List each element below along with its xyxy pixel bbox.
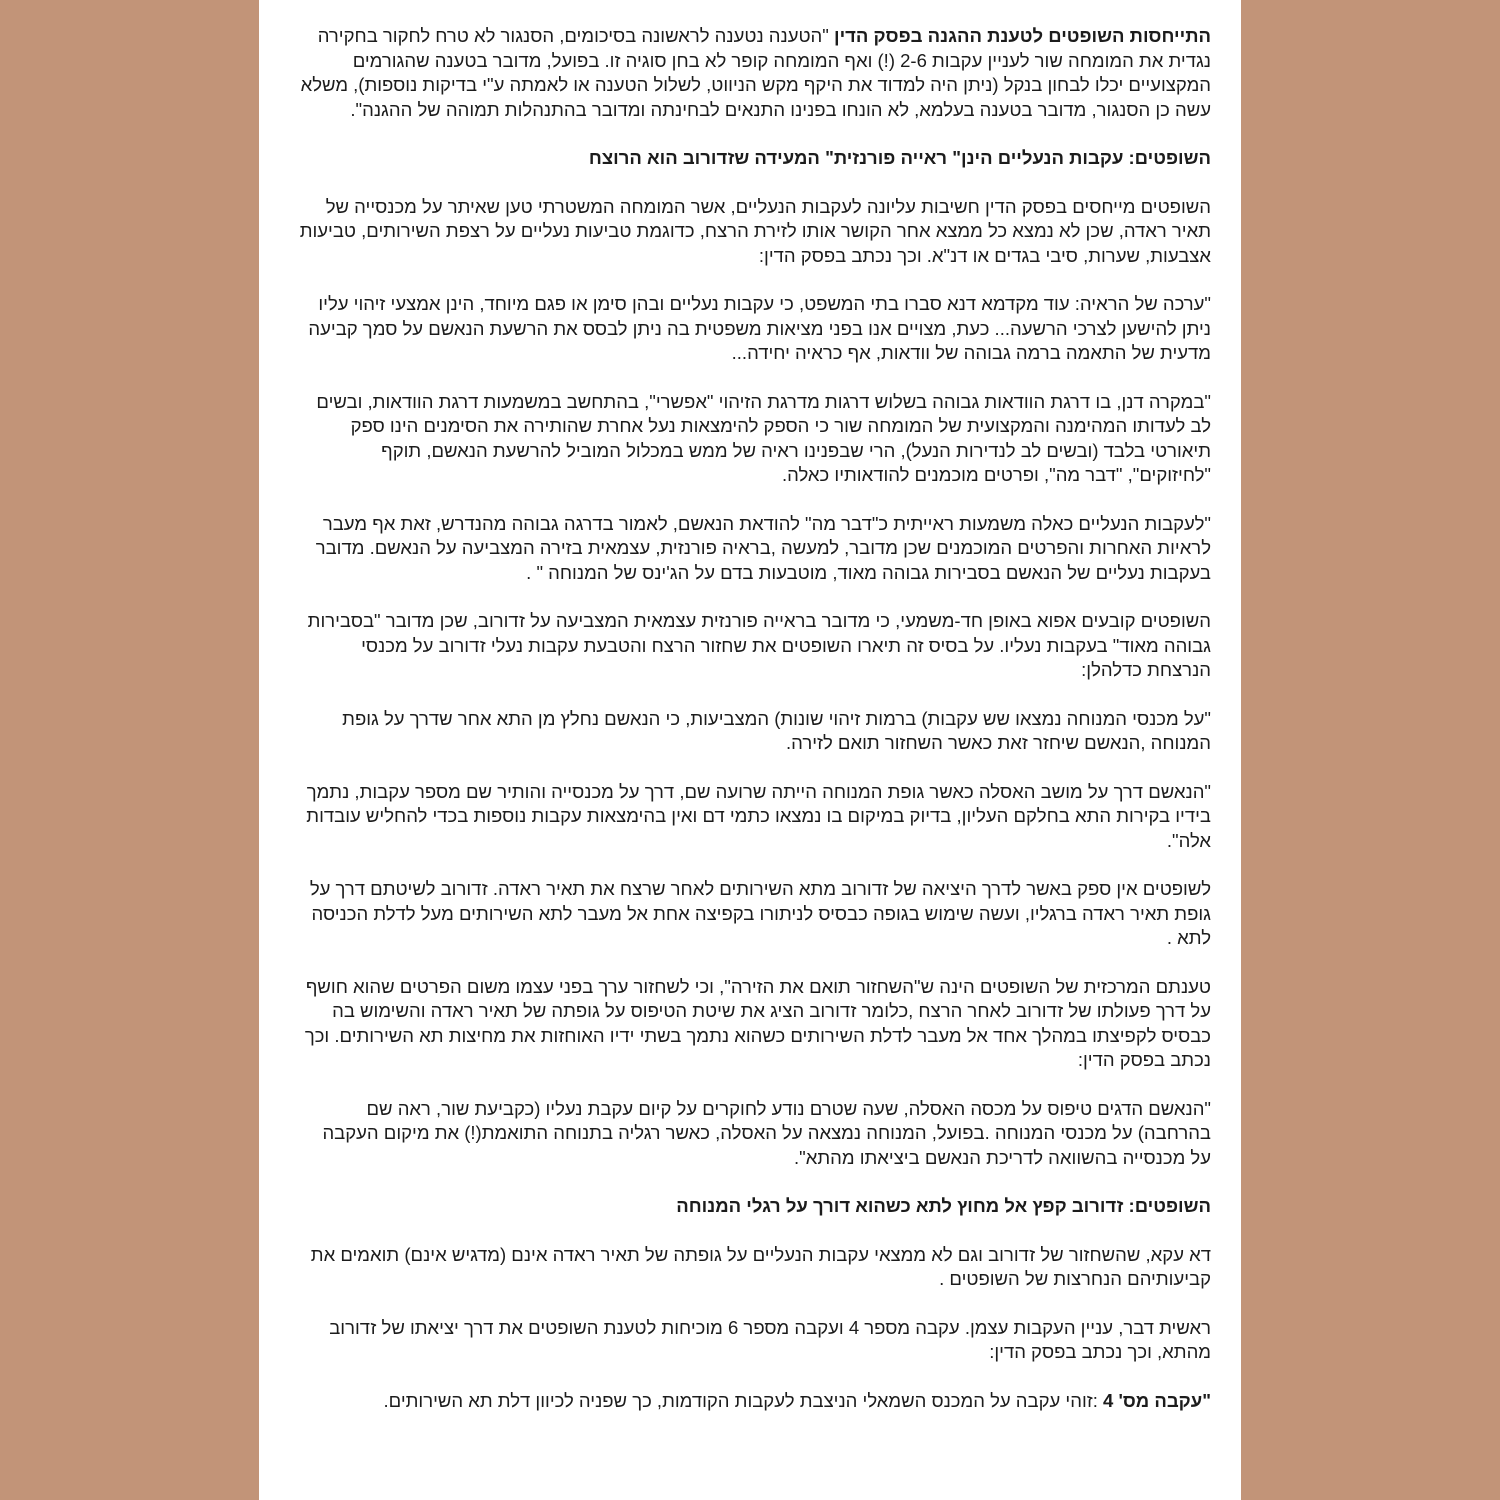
paragraph-print-four	[299, 1389, 1211, 1414]
paragraph-quote-evidence-value: "ערכה של הראיה: עוד מקדמא דנא סברו בתי המשפט, כי עקבות נעליים ובהן סימן או פגם מיוחד, הינן אמצעי זיהוי עליו ניתן להישען לצרכי הרשעה... כעת, מצויים אנו בפני מציאות משפטית בה ניתן לבסס את הרשעת הנאשם על סמך קביעה מדעית של התאמה ברמה גבוהה של וודאות, אף כראיה יחידה...	[308, 293, 1211, 363]
section-heading-jump-out: השופטים: זדורוב קפץ אל מחוץ לתא כשהוא דורך על רגלי המנוחה	[676, 1195, 1211, 1216]
paragraph-judges-determination: השופטים קובעים אפוא באופן חד-משמעי, כי מדובר בראייה פורנזית עצמאית המצביעה על זדורוב, שכן מדובר "בסבירות גבוהה מאוד" בעקבות נעליו. על בסיס זה תיארו השופטים את שחזור הרצח והטבעת עקבות נעלי זדורוב על מכנסי הנרצחת כדלהלן:	[307, 610, 1211, 680]
paragraph-quote-certainty-level: "במקרה דנן, בו דרגת הוודאות גבוהה בשלוש דרגות מדרגת הזיהוי "אפשרי", בהתחשב במשמעות דרגת הוודאות, ובשים לב לעדותו המהימנה והמקצועית של המומחה שור כי הספק להימצאות נעל אחרת שהותירה את הסימנים הינו ספק תיאורטי בלבד (ובשים לב לנדירות הנעל), הרי שבפנינו ראיה של ממש במכלול המוביל להרשעת הנאשם, תוקף "לחיזוקים", "דבר מה", ופרטים מוכמנים להודאותיו כאלה.	[316, 390, 1211, 485]
paragraph-reconstruction-claim: טענתם המרכזית של השופטים הינה ש"השחזור תואם את הזירה", וכי לשחזור ערך בפני עצמו משום הפרטים שהוא חושף על דרך פעולתו של זדורוב לאחר הרצח ,כלומר זדורוב הציג את שיטת הטיפוס על גופתה של תאיר ראדה והשימוש בה כבסיס לקפיצתו במהלך אחד אל מעבר לדלת השירותים כשהוא נתמך בשתי ידיו האוחזות את מחיצות תא השירותים. וכך נכתב בפסק הדין:	[304, 975, 1211, 1070]
paragraph-shoeprint-importance: השופטים מייחסים בפסק הדין חשיבות עליונה לעקבות הנעליים, אשר המומחה המשטרתי טען שאיתר על מכנסייה של תאיר ראדה, שכן לא נמצא כל ממצא אחר הקושר אותו לזירת הרצח, כדוגמת טביעות נעליים על רצפת השירותים, טביעות אצבעות, שערות, סיבי בגדים או דנ"א. וכך נכתב בפסק הדין:	[299, 195, 1211, 266]
paragraph-prints-four-six: ראשית דבר, עניין העקבות עצמן. עקבה מספר 4 ועקבה מספר 6 מוכיחות לטענת השופטים את דרך יציאתו של זדורוב מהתא, וכך נכתב בפסק הדין:	[329, 1316, 1211, 1362]
paragraph-quote-six-prints: "על מכנסי המנוחה נמצאו שש עקבות) ברמות זיהוי שונות) המצביעות, כי הנאשם נחלץ מן התא אחר שדרך על גופת המנוחה ,הנאשם שיחזר זאת כאשר השחזור תואם לזירה.	[342, 707, 1211, 753]
document-content	[299, 24, 1211, 1437]
paragraph-text: :זוהי עקבה על המכנס השמאלי הניצבת לעקבות הקודמות, כך שפניה לכיוון דלת תא השירותים.	[383, 1389, 1098, 1411]
paragraph-quote-climbing: "הנאשם הדגים טיפוס על מכסה האסלה, שעה שטרם נודע לחוקרים על קיום עקבת נעליו (כקביעת שור, ראה שם בהרחבה) על מכנסי המנוחה .בפועל, המנוחה נמצאה על האסלה, כאשר רגליה בתנוחה התואמת(!) את מיקום העקבה על מכנסייה בהשוואה לדריכת הנאשם ביציאתו מהתא".	[322, 1097, 1211, 1168]
paragraph-lead-bold: "עקבה מס' 4	[1103, 1389, 1211, 1411]
paragraph-quote-something-more: "לעקבות הנעליים כאלה משמעות ראייתית כ"דבר מה" להודאת הנאשם, לאמור בדרגה גבוהה מהנדרש, זאת אף מעבר לראיות האחרות והפרטים המוכמנים שכן מדובר, למעשה ,בראיה פורנזית, עצמאית בזירה המצביעה על הנאשם. מדובר בעקבות נעליים של הנאשם בסבירות גבוהה מאוד, מוטבעות בדם על הג'ינס של המנוחה " .	[315, 512, 1211, 583]
paragraph-lead-bold: התייחסות השופטים לטענת ההגנה בפסק הדין	[833, 25, 1211, 46]
section-heading-forensic-evidence: השופטים: עקבות הנעליים הינן" ראייה פורנזית" המעידה שזדורוב הוא הרוצח	[588, 147, 1211, 168]
paragraph-judges-response	[299, 24, 1211, 122]
document-page	[259, 0, 1241, 1500]
paragraph-quote-toilet-seat: "הנאשם דרך על מושב האסלה כאשר גופת המנוחה הייתה שרועה שם, דרך על מכנסייה והותיר שם מספר עקבות, נתמך בידיו בקירות התא בחלקם העליון, בדיוק במיקום בו נמצאו כתמי דם ואין בהימצאות עקבות נוספות בכדי להחליש עובדות אלה".	[306, 780, 1211, 851]
paragraph-text: "הטענה נטענה לראשונה בסיכומים, הסנגור לא טרח לחקור בחקירה נגדית את המומחה שור לעניין עקבות 2-6 (!) ואף המומחה קופר לא בחן סוגיה זו. בפועל, מדובר בטענה שהגורמים המקצועיים יכלו לבחון בנקל (ניתן היה למדוד את היקף מקש הניווט, לשלול הטענה או לאמתה ע"י בדיקות נוספות), משלא עשה כן הסנגור, מדובר בטענה בעלמא, לא הונחו בפנינו התנאים לבחינתה ומדובר בהתנהלות תמוהה של ההגנה".	[300, 25, 1211, 120]
paragraph-exit-route: לשופטים אין ספק באשר לדרך היציאה של זדורוב מתא השירותים לאחר שרצח את תאיר ראדה. זדורוב לשיטתם דרך על גופת תאיר ראדה ברגליו, ועשה שימוש בגופה כבסיס לניתורו בקפיצה אחת אל מעבר לתא השירותים מעל לדלת הכניסה לתא .	[309, 878, 1211, 948]
paragraph-mismatch: דא עקא, שהשחזור של זדורוב וגם לא ממצאי עקבות הנעליים על גופתה של תאיר ראדה אינם (מדגיש אינם) תואמים את קביעותיהם הנחרצות של השופטים .	[310, 1243, 1211, 1289]
